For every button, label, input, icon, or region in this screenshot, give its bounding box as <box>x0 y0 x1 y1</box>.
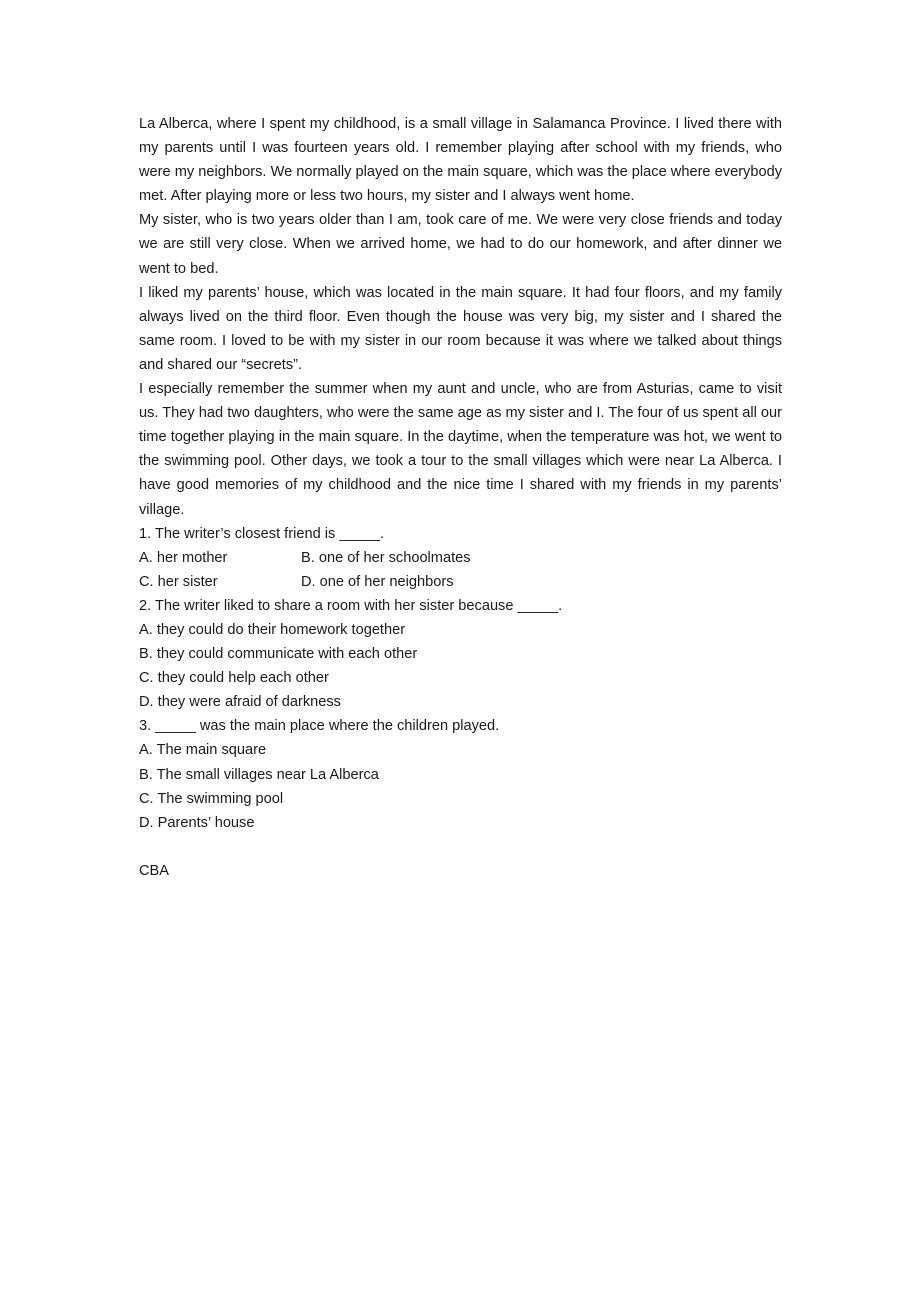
passage-paragraph-2: My sister, who is two years older than I am, took care of me. We were very close friends and today we are still very close. When we arrived home, we had to do our homework, and after dinner we went to bed. <box>139 212 782 277</box>
passage-paragraph-4: I especially remember the summer when my aunt and uncle, who are from Asturias, came to visit us. They had two daughters, who were the same age as my sister and I. The four of us spent all our time together playing in the main square. In the daytime, when the temperature was hot, we went to the swimming pool. Other days, we took a tour to the small villages which were near La Alberca. I have good memories of my childhood and the nice time I shared with my friends in my parents’ village. <box>139 381 782 518</box>
document-page <box>139 112 782 883</box>
question-2-stem: 2. The writer liked to share a room with her sister because _____. <box>139 597 563 614</box>
question-3-stem: 3. _____ was the main place where the children played. <box>139 718 500 735</box>
question-1-stem: 1. The writer’s closest friend is _____. <box>139 525 384 542</box>
question-1-option-a: A. her mother <box>139 549 228 566</box>
question-2-option-d: D. they were afraid of darkness <box>139 694 341 711</box>
passage-paragraph-3: I liked my parents’ house, which was located in the main square. It had four floors, and my family always lived on the third floor. Even though the house was very big, my sister and I shared the same room. I loved to be with my sister in our room because it was where we talked about things and shared our “secrets”. <box>139 284 782 373</box>
blank-line <box>139 835 782 859</box>
question-3-option-a: A. The main square <box>139 742 267 759</box>
question-3 <box>139 714 782 834</box>
question-1-options-row-1 <box>139 546 782 570</box>
question-1-option-b: B. one of her schoolmates <box>301 549 471 566</box>
question-1-option-c: C. her sister <box>139 573 218 590</box>
answer-key: CBA <box>139 862 170 879</box>
question-2 <box>139 594 782 714</box>
question-2-option-c: C. they could help each other <box>139 670 329 687</box>
question-1-options-row-2 <box>139 570 782 594</box>
question-1 <box>139 522 782 594</box>
question-3-option-b: B. The small villages near La Alberca <box>139 766 379 783</box>
question-2-option-a: A. they could do their homework together <box>139 621 406 638</box>
question-2-option-b: B. they could communicate with each other <box>139 646 418 663</box>
passage-paragraph-1: La Alberca, where I spent my childhood, is a small village in Salamanca Province. I lived there with my parents until I was fourteen years old. I remember playing after school with my friends, who were my neighbors. We normally played on the main square, which was the place where everybody met. After playing more or less two hours, my sister and I always went home. <box>139 116 782 205</box>
question-3-option-c: C. The swimming pool <box>139 790 284 807</box>
question-1-option-d: D. one of her neighbors <box>301 573 454 590</box>
question-3-option-d: D. Parents’ house <box>139 814 255 831</box>
